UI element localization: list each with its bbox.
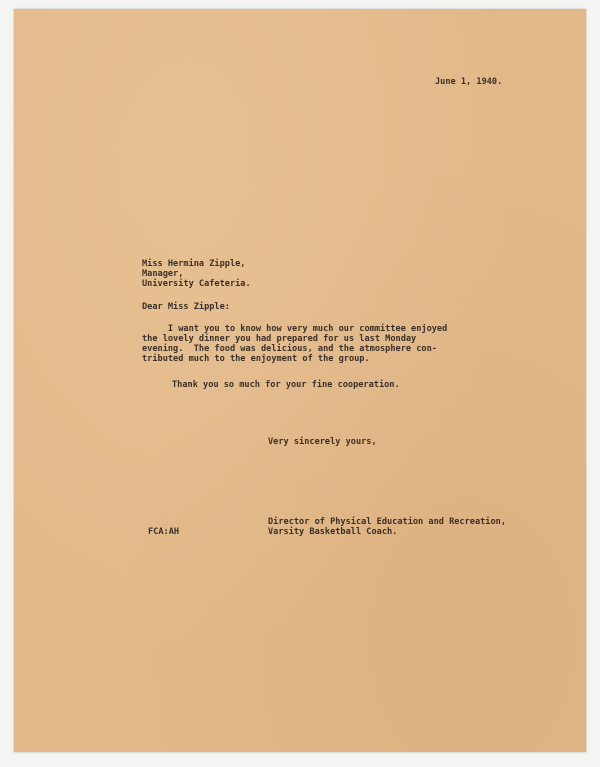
salutation: Dear Miss Zipple: [142, 302, 230, 312]
recipient-title: Manager, [142, 269, 184, 279]
recipient-organization: University Cafeteria. [142, 279, 251, 289]
body-line: evening. The food was delicious, and the atmosphere con- [142, 344, 437, 354]
body-line: tributed much to the enjoyment of the group. [142, 354, 370, 364]
signature-subtitle: Varsity Basketball Coach. [268, 527, 398, 537]
letter-page [14, 9, 586, 752]
reference-initials: FCA:AH [148, 527, 180, 537]
letter-body [142, 324, 447, 364]
body-line: the lovely dinner you had prepared for us last Monday [142, 334, 417, 344]
signature-block [268, 517, 506, 537]
letter-date: June 1, 1940. [435, 77, 503, 87]
recipient-name: Miss Hermina Zipple, [142, 259, 246, 269]
signature-title: Director of Physical Education and Recreation, [268, 517, 506, 527]
body-line: I want you to know how very much our committee enjoyed [142, 324, 448, 334]
recipient-address [142, 259, 251, 289]
thanks-line: Thank you so much for your fine cooperation. [172, 380, 400, 390]
complimentary-closing: Very sincerely yours, [268, 437, 377, 447]
